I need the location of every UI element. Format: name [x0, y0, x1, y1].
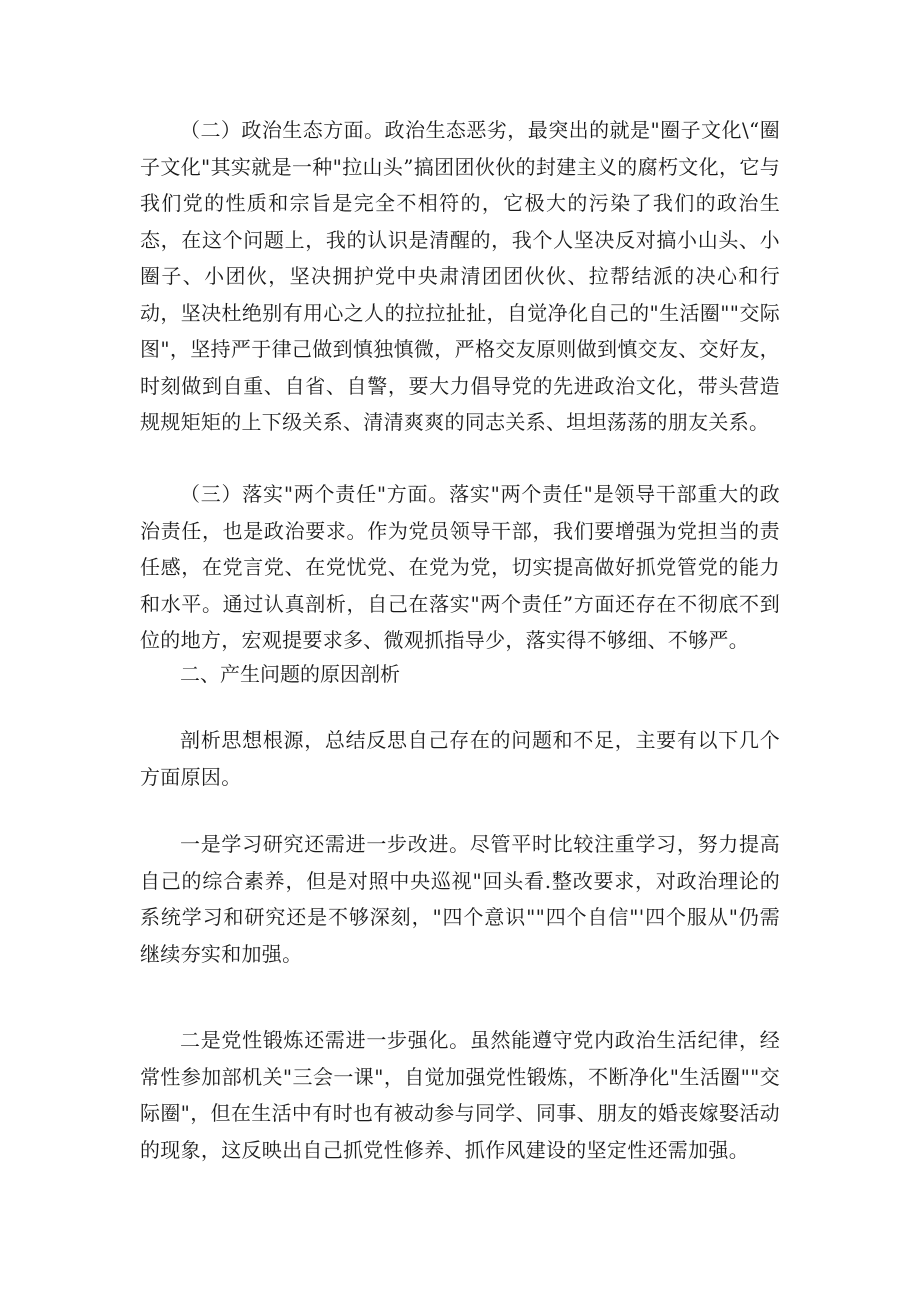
section-heading-cause-analysis: 二、产生问题的原因剖析	[180, 662, 400, 686]
paragraph-two-responsibilities: （三）落实"两个责任"方面。落实"两个责任"是领导干部重大的政治责任，也是政治要求。作为党员领导干部，我们要增强为党担当的责任感，在党言党、在党忧党、在党为党，切实提高做好抓党管党的能力和水平。通过认真剖析，自己在落实"两个责任”方面还存在不彻底不到位的地方，宏观提要求多、微观抓指导少，落实得不够细、不够严。	[140, 482, 780, 652]
paragraph-political-ecology: （二）政治生态方面。政治生态恶劣，最突出的就是"圈子文化\“圈子文化"其实就是一种"拉山头”搞团团伙伙的封建主义的腐朽文化，它与我们党的性质和宗旨是完全不相符的，它极大的污染了我们的政治生态，在这个问题上，我的认识是清醒的，我个人坚决反对搞小山头、小圈子、小团伙，坚决拥护党中央肃清团团伙伙、拉帮结派的决心和行动，坚决杜绝别有用心之人的拉拉扯扯，自觉净化自己的"生活圈""交际图"，坚持严于律己做到慎独慎微，严格交友原则做到慎交友、交好友，时刻做到自重、自省、自警，要大力倡导党的先进政治文化，带头营造规规矩矩的上下级关系、清清爽爽的同志关系、坦坦荡荡的朋友关系。	[140, 118, 780, 434]
paragraph-root-causes-intro: 剖析思想根源，总结反思自己存在的问题和不足，主要有以下几个方面原因。	[140, 728, 780, 789]
paragraph-party-spirit: 二是党性锻炼还需进一步强化。虽然能遵守党内政治生活纪律，经常性参加部机关"三会一课"，自觉加强党性锻炼，不断净化"生活圈""交际圈"，但在生活中有时也有被动参与同学、同事、朋友的婚丧嫁娶活动的现象，这反映出自己抓党性修养、抓作风建设的坚定性还需加强。	[140, 1028, 780, 1162]
paragraph-study-improvement: 一是学习研究还需进一步改进。尽管平时比较注重学习，努力提高自己的综合素养，但是对照中央巡视"回头看.整改要求，对政治理论的系统学习和研究还是不够深刻，"四个意识""四个自信"'四个服从"仍需继续夯实和加强。	[140, 832, 780, 966]
